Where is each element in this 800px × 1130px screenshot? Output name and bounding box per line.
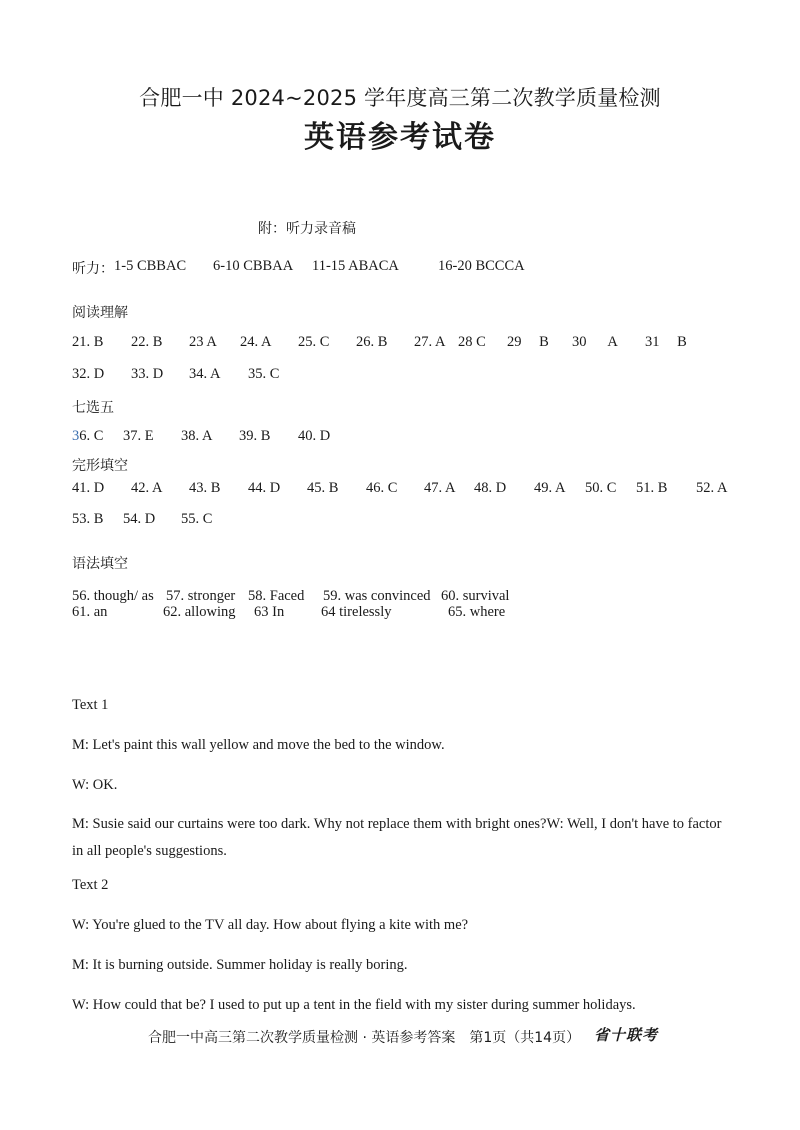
grammar-heading: 语法填空 [72, 556, 128, 572]
answer-item: 25. C [298, 334, 330, 350]
answer-item: 57. stronger [166, 588, 236, 604]
answer-item: 63 In [254, 604, 285, 620]
answer-item: 65. where [448, 604, 506, 620]
answer-item: 41. D [72, 480, 105, 496]
answer-item: 52. A [696, 480, 728, 496]
answer-item: 31 B [645, 334, 687, 350]
answer-item: 30 A [572, 334, 618, 350]
answer-item: 32. D [72, 366, 105, 382]
answer-item: 44. D [248, 480, 281, 496]
dialogue-line: W: OK. [72, 777, 118, 793]
seven-choose-five-heading: 七选五 [72, 400, 114, 416]
paper-subtitle: 英语参考试卷 [304, 120, 496, 155]
dialogue-line: M: It is burning outside. Summer holiday is really boring. [72, 957, 408, 973]
answer-item: 40. D [298, 428, 331, 444]
answer-item [72, 428, 103, 445]
answer-item: 26. B [356, 334, 388, 350]
answer-item: 55. C [181, 511, 213, 527]
answer-item-prefix: 3 [72, 428, 80, 444]
publisher-stamp: 省十联考 [594, 1026, 659, 1044]
answer-item: 47. A [424, 480, 456, 496]
answer-item: 59. was convinced [323, 588, 431, 604]
listening-group: 16-20 BCCCA [438, 258, 525, 274]
dialogue-line: W: How could that be? I used to put up a tent in the field with my sister during summer holidays. [72, 997, 636, 1013]
answer-item: 33. D [131, 366, 164, 382]
answer-item: 42. A [131, 480, 163, 496]
listening-answers [72, 258, 114, 278]
answer-item: 64 tirelessly [321, 604, 392, 620]
answer-item: 45. B [307, 480, 339, 496]
answer-item: 62. allowing [163, 604, 236, 620]
listening-label: 听力： [72, 261, 114, 277]
listening-group: 11-15 ABACA [312, 258, 399, 274]
text2-label: Text 2 [72, 877, 109, 893]
dialogue-line: W: You're glued to the TV all day. How about flying a kite with me? [72, 917, 469, 933]
answer-item: 27. A [414, 334, 446, 350]
answer-item: 51. B [636, 480, 668, 496]
answer-item: 58. Faced [248, 588, 305, 604]
answer-item: 49. A [534, 480, 566, 496]
answer-item: 50. C [585, 480, 617, 496]
listening-group: 6-10 CBBAA [213, 258, 294, 274]
reading-heading: 阅读理解 [72, 305, 128, 321]
answer-item: 38. A [181, 428, 213, 444]
dialogue-line: M: Let's paint this wall yellow and move the bed to the window. [72, 737, 445, 753]
cloze-heading: 完形填空 [72, 458, 128, 474]
exam-title: 合肥一中 2024~2025 学年度高三第二次教学质量检测 [139, 86, 661, 110]
answer-item: 23 A [189, 334, 217, 350]
answer-item: 21. B [72, 334, 104, 350]
answer-item: 39. B [239, 428, 271, 444]
answer-item: 28 C [458, 334, 486, 350]
answer-item: 37. E [123, 428, 154, 444]
answer-item: 54. D [123, 511, 156, 527]
answer-item: 29 B [507, 334, 549, 350]
answer-item: 56. though/ as [72, 588, 154, 604]
answer-item: 46. C [366, 480, 398, 496]
answer-item: 35. C [248, 366, 280, 382]
answer-item: 43. B [189, 480, 221, 496]
page-footer: 合肥一中高三第二次教学质量检测 · 英语参考答案 第1页（共14页） [148, 1030, 581, 1046]
answer-item: 48. D [474, 480, 507, 496]
appendix-note: 附：听力录音稿 [258, 221, 356, 237]
answer-item: 61. an [72, 604, 108, 620]
answer-item: 34. A [189, 366, 221, 382]
dialogue-line: M: Susie said our curtains were too dark. Why not replace them with bright ones?W: Well, I don't have to factor in all people's suggestions. [72, 816, 722, 859]
listening-group: 1-5 CBBAC [114, 258, 187, 274]
answer-item: 24. A [240, 334, 272, 350]
answer-item-rest: 6. C [79, 428, 104, 444]
answer-item: 22. B [131, 334, 163, 350]
text1-label: Text 1 [72, 697, 109, 713]
answer-item: 60. survival [441, 588, 510, 604]
answer-item: 53. B [72, 511, 104, 527]
